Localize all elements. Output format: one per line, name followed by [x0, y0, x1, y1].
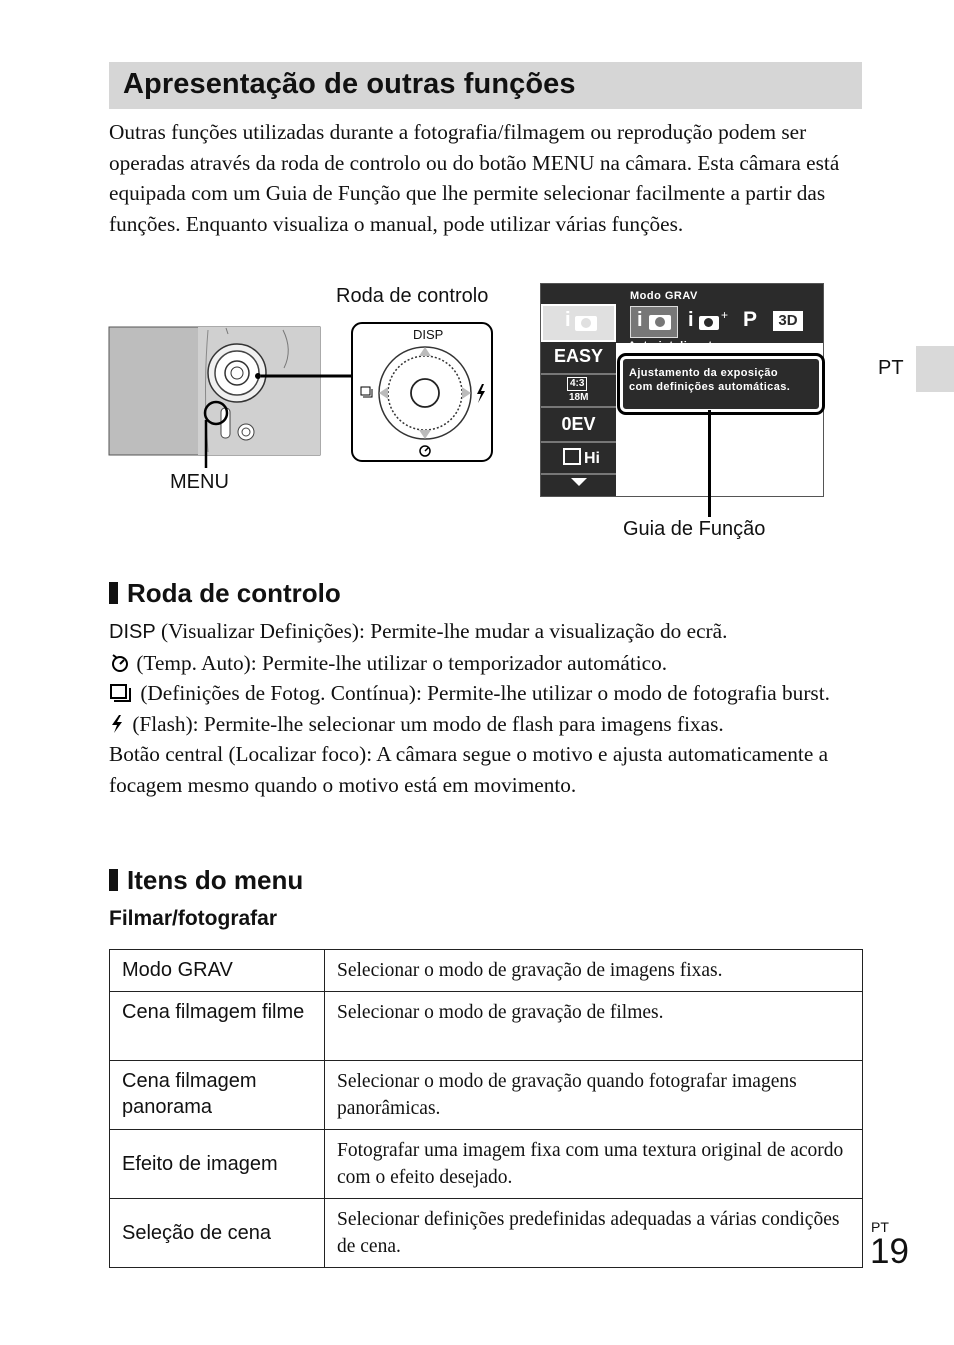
wheel-heading-text: Roda de controlo [127, 578, 341, 608]
function-guide-screen [540, 283, 824, 497]
table-row [110, 1199, 863, 1268]
sidebar-easy: EASY [541, 340, 616, 375]
table-row [110, 1061, 863, 1130]
menu-item-desc: Selecionar o modo de gravação de imagens fixas. [325, 950, 863, 992]
page-language: PT [871, 1219, 889, 1235]
disp-key: DISP [109, 621, 156, 643]
menu-item-name: Cena filmagem filme [110, 992, 325, 1061]
table-row [110, 950, 863, 992]
menu-item-name: Seleção de cena [110, 1199, 325, 1268]
guide-pointer-line [708, 410, 711, 517]
menu-item-name: Efeito de imagem [110, 1130, 325, 1199]
guide-line-1: Ajustamento da exposição [629, 367, 778, 379]
sidebar-size-value: 18M [569, 392, 589, 403]
mode-intelligent-auto-icon: i [630, 306, 678, 338]
menu-item-desc: Selecionar o modo de gravação de filmes. [325, 992, 863, 1061]
menu-subheading: Filmar/fotografar [109, 907, 278, 930]
sidebar-burst-value: Hi [584, 450, 600, 467]
menu-item-desc: Selecionar definições predefinidas adequadas a várias condições de cena. [325, 1199, 863, 1268]
sidebar-image-size [541, 375, 616, 408]
mode-program-icon: P [743, 308, 758, 331]
section-title-bar [109, 62, 862, 109]
scroll-down-icon [571, 478, 587, 486]
timer-text: (Temp. Auto): Permite-lhe utilizar o temporizador automático. [131, 650, 668, 675]
menu-item-name: Modo GRAV [110, 950, 325, 992]
menu-item-desc: Selecionar o modo de gravação quando fotografar imagens panorâmicas. [325, 1061, 863, 1130]
language-tab-label: PT [878, 357, 904, 379]
control-wheel-label: Roda de controlo [336, 285, 489, 307]
menu-item-desc: Fotografar uma imagem fixa com uma textura original de acordo com o efeito desejado. [325, 1130, 863, 1199]
mode-superior-auto-icon: i + [688, 308, 729, 331]
menu-button-label: MENU [170, 471, 229, 493]
menu-items-table [109, 949, 863, 1268]
wheel-description [109, 616, 869, 800]
sidebar-aspect-ratio: 4:3 [567, 377, 587, 391]
camera-illustration [108, 320, 528, 480]
sidebar-burst [541, 443, 616, 475]
page-number: 19 [870, 1232, 909, 1271]
center-button-text: Botão central (Localizar foco): A câmara segue o motivo e ajusta automaticamente a focagem mesmo quando o motivo está em movimento. [109, 742, 829, 797]
sidebar-camera-icon: i [541, 304, 616, 342]
table-row [110, 992, 863, 1061]
function-guide-label: Guia de Função [623, 518, 766, 540]
self-timer-icon [109, 653, 131, 673]
page-title: Apresentação de outras funções [123, 68, 576, 100]
flash-text: (Flash): Permite-lhe selecionar um modo de flash para imagens fixas. [127, 711, 724, 736]
flash-icon [109, 714, 127, 734]
function-guide-box [620, 356, 822, 412]
mode-name: Auto inteligente [628, 340, 720, 352]
table-row [110, 1130, 863, 1199]
burst-text: (Definições de Fotog. Contínua): Permite-lhe utilizar o modo de fotografia burst. [135, 681, 830, 705]
menu-heading-text: Itens do menu [127, 865, 304, 895]
intro-paragraph: Outras funções utilizadas durante a fotografia/filmagem ou reprodução podem ser operadas através da roda de controlo ou do botão MENU na câmara. Esta câmara está equipada com um Guia de Função que lhe permite selecionar facilmente a partir das funções. Enquanto visualiza o manual, pode utilizar várias funções. [109, 120, 840, 236]
menu-item-name: Cena filmagem panorama [110, 1061, 325, 1130]
language-tab [916, 346, 954, 392]
disp-text: (Visualizar Definições): Permite-lhe mudar a visualização do ecrã. [155, 619, 728, 643]
burst-icon [109, 683, 135, 703]
mode-3d-icon: 3D [773, 311, 803, 331]
wheel-disp-label: DISP [413, 327, 444, 342]
guide-line-2: com definições automáticas. [629, 381, 791, 393]
mode-title: Modo GRAV [630, 290, 698, 302]
menu-section-heading [109, 865, 303, 896]
wheel-section-heading [109, 578, 341, 609]
sidebar-exposure: 0EV [541, 408, 616, 443]
